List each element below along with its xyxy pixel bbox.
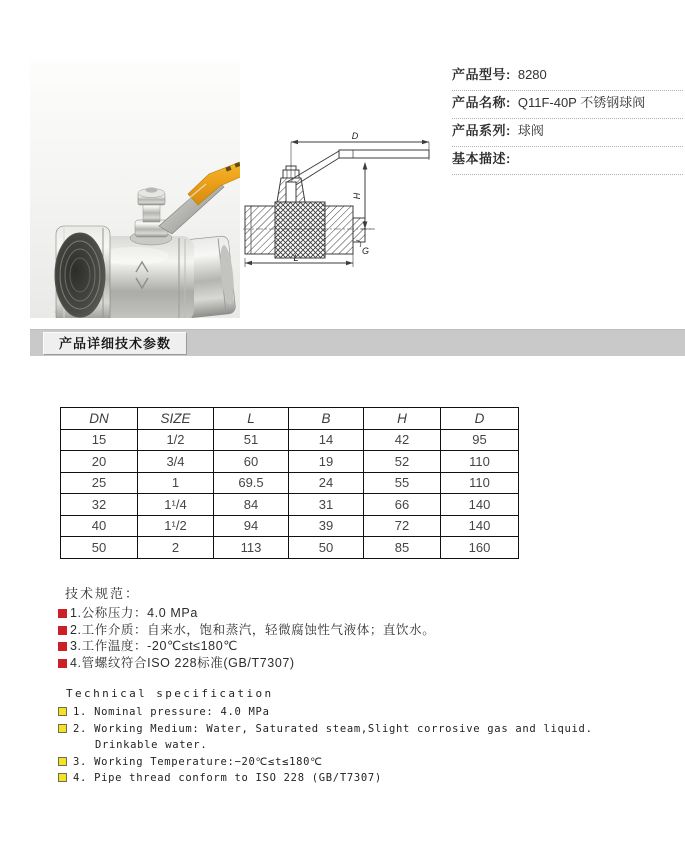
table-cell: 1/2 xyxy=(138,429,214,451)
spec-item-text: 4.管螺纹符合ISO 228标准(GB/T7307) xyxy=(70,655,295,670)
table-cell: 110 xyxy=(441,472,519,494)
table-cell: 60 xyxy=(214,451,289,473)
info-label: 基本描述: xyxy=(452,151,511,166)
table-cell: 72 xyxy=(364,515,441,537)
info-row xyxy=(452,63,683,91)
table-cell: 39 xyxy=(289,515,364,537)
column-header: D xyxy=(441,408,519,430)
info-label: 产品型号: xyxy=(452,67,511,82)
column-header: DN xyxy=(61,408,138,430)
spec-item xyxy=(58,721,658,754)
column-header: SIZE xyxy=(138,408,214,430)
table-cell: 20 xyxy=(61,451,138,473)
table-cell: 51 xyxy=(214,429,289,451)
product-info-panel xyxy=(452,63,683,175)
table-row xyxy=(61,537,519,559)
spec-table-body xyxy=(61,429,519,558)
spec-table xyxy=(60,407,519,559)
table-cell: 3/4 xyxy=(138,451,214,473)
bullet-icon xyxy=(58,773,67,782)
dim-label-g: G xyxy=(362,246,370,256)
dim-label-h: H xyxy=(352,192,362,200)
table-cell: 140 xyxy=(441,515,519,537)
column-header: H xyxy=(364,408,441,430)
ball-valve-photo-illustration xyxy=(30,60,240,318)
en-specs-list xyxy=(58,704,658,787)
spec-item xyxy=(58,754,658,771)
cn-specs-section xyxy=(58,583,528,671)
table-cell: 66 xyxy=(364,494,441,516)
spec-item-text: 3.工作温度：-20℃≤t≤180℃ xyxy=(70,639,238,653)
table-cell: 15 xyxy=(61,429,138,451)
column-header: L xyxy=(214,408,289,430)
bullet-icon xyxy=(58,642,67,651)
spec-item xyxy=(58,638,528,655)
table-cell: 14 xyxy=(289,429,364,451)
spec-item-text: 4. Pipe thread conform to ISO 228 (GB/T7307) xyxy=(73,772,382,784)
table-cell: 110 xyxy=(441,451,519,473)
table-cell: 113 xyxy=(214,537,289,559)
cn-specs-list xyxy=(58,605,528,671)
table-cell: 69.5 xyxy=(214,472,289,494)
spec-item xyxy=(58,655,528,672)
table-cell: 84 xyxy=(214,494,289,516)
bullet-icon xyxy=(58,724,67,733)
table-cell: 31 xyxy=(289,494,364,516)
bullet-icon xyxy=(58,659,67,668)
column-header: B xyxy=(289,408,364,430)
section-tab: 产品详细技术参数 xyxy=(43,332,187,355)
table-cell: 2 xyxy=(138,537,214,559)
section-bar xyxy=(30,329,685,356)
table-cell: 52 xyxy=(364,451,441,473)
spec-item xyxy=(58,605,528,622)
table-cell: 19 xyxy=(289,451,364,473)
table-cell: 85 xyxy=(364,537,441,559)
table-cell: 140 xyxy=(441,494,519,516)
table-cell: 42 xyxy=(364,429,441,451)
bullet-icon xyxy=(58,626,67,635)
table-cell: 94 xyxy=(214,515,289,537)
bullet-icon xyxy=(58,609,67,618)
table-cell: 1¹/2 xyxy=(138,515,214,537)
table-cell: 55 xyxy=(364,472,441,494)
spec-item xyxy=(58,770,658,787)
info-row xyxy=(452,147,683,175)
info-label: 产品系列: xyxy=(452,123,511,138)
bullet-icon xyxy=(58,707,67,716)
product-photo xyxy=(30,60,240,318)
spec-item-text: 2. Working Medium: Water, Saturated steam,Slight corrosive gas and liquid. Drinkable water. xyxy=(73,722,593,751)
dimension-diagram xyxy=(243,130,443,272)
table-cell: 40 xyxy=(61,515,138,537)
table-cell: 50 xyxy=(289,537,364,559)
dim-label-d: D xyxy=(351,131,359,141)
info-value: Q11F-40P 不锈钢球阀 xyxy=(517,95,646,110)
table-cell: 32 xyxy=(61,494,138,516)
info-value: 8280 xyxy=(517,67,547,82)
cn-specs-title: 技术规范： xyxy=(65,586,141,601)
info-value: 球阀 xyxy=(517,123,544,138)
spec-item-text: 3. Working Temperature:−20℃≤t≤180℃ xyxy=(73,755,323,768)
info-row xyxy=(452,119,683,147)
table-row xyxy=(61,494,519,516)
table-row xyxy=(61,515,519,537)
valve-left-coupling xyxy=(55,226,110,318)
en-specs-section xyxy=(58,687,658,787)
spec-item xyxy=(58,622,528,639)
dim-label-l: L xyxy=(293,253,299,263)
table-row xyxy=(61,429,519,451)
spec-item-text: 1. Nominal pressure: 4.0 MPa xyxy=(73,706,270,718)
table-cell: 24 xyxy=(289,472,364,494)
table-cell: 25 xyxy=(61,472,138,494)
table-row xyxy=(61,472,519,494)
table-cell: 95 xyxy=(441,429,519,451)
table-row xyxy=(61,451,519,473)
info-label: 产品名称: xyxy=(452,95,511,110)
spec-item xyxy=(58,704,658,721)
table-header-row xyxy=(61,408,519,430)
table-cell: 1¹/4 xyxy=(138,494,214,516)
spec-item-text: 1.公称压力：4.0 MPa xyxy=(70,606,198,620)
table-cell: 160 xyxy=(441,537,519,559)
table-cell: 1 xyxy=(138,472,214,494)
bullet-icon xyxy=(58,757,67,766)
en-specs-title: Technical specification xyxy=(66,687,274,700)
spec-item-text: 2.工作介质：自来水，饱和蒸汽，轻微腐蚀性气液体；直饮水。 xyxy=(70,622,436,637)
info-row xyxy=(452,91,683,119)
table-cell: 50 xyxy=(61,537,138,559)
valve-drawing xyxy=(243,130,443,272)
